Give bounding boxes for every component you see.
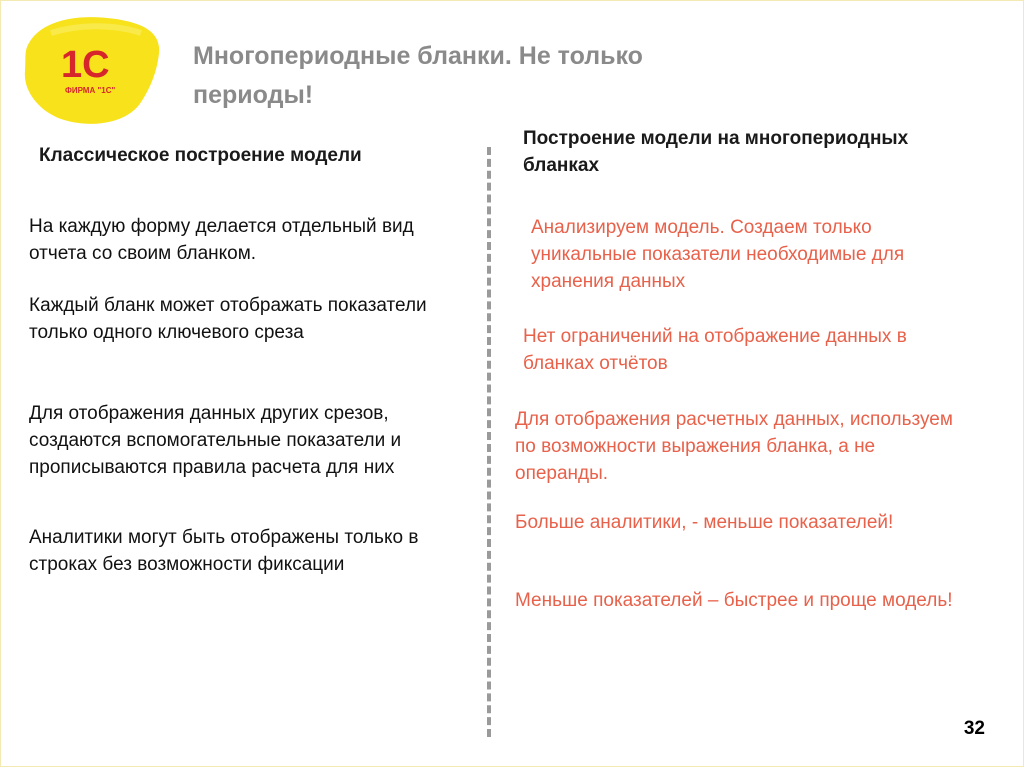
column-divider bbox=[487, 147, 491, 737]
right-column-heading: Построение модели на многопериодных бланках bbox=[523, 128, 909, 176]
left-paragraph-2: Каждый бланк может отображать показатели только одного ключевого среза bbox=[29, 295, 427, 343]
page-number: 32 bbox=[963, 718, 985, 739]
right-paragraph-2: Нет ограничений на отображение данных в бланках отчётов bbox=[523, 326, 907, 374]
right-paragraph-5: Меньше показателей – быстрее и проще модель! bbox=[515, 590, 953, 611]
right-paragraph-3: Для отображения расчетных данных, используем по возможности выражения бланка, а не операнды. bbox=[515, 409, 953, 484]
1c-logo bbox=[21, 13, 166, 131]
logo-caption: ФИРМА "1С" bbox=[65, 86, 116, 95]
left-paragraph-3: Для отображения данных других срезов, создаются вспомогательные показатели и прописываются правила расчета для них bbox=[29, 403, 402, 478]
left-paragraph-4: Аналитики могут быть отображены только в строках без возможности фиксации bbox=[29, 527, 419, 575]
slide-title: Многопериодные бланки. Не только периоды! bbox=[193, 42, 643, 109]
left-paragraph-1: На каждую форму делается отдельный вид отчета со своим бланком. bbox=[29, 216, 414, 264]
right-paragraph-4: Больше аналитики, - меньше показателей! bbox=[515, 512, 894, 533]
left-column-heading: Классическое построение модели bbox=[39, 145, 362, 166]
right-paragraph-1: Анализируем модель. Создаем только уникальные показатели необходимые для хранения данных bbox=[531, 217, 905, 292]
logo-mark: 1С bbox=[61, 44, 110, 86]
